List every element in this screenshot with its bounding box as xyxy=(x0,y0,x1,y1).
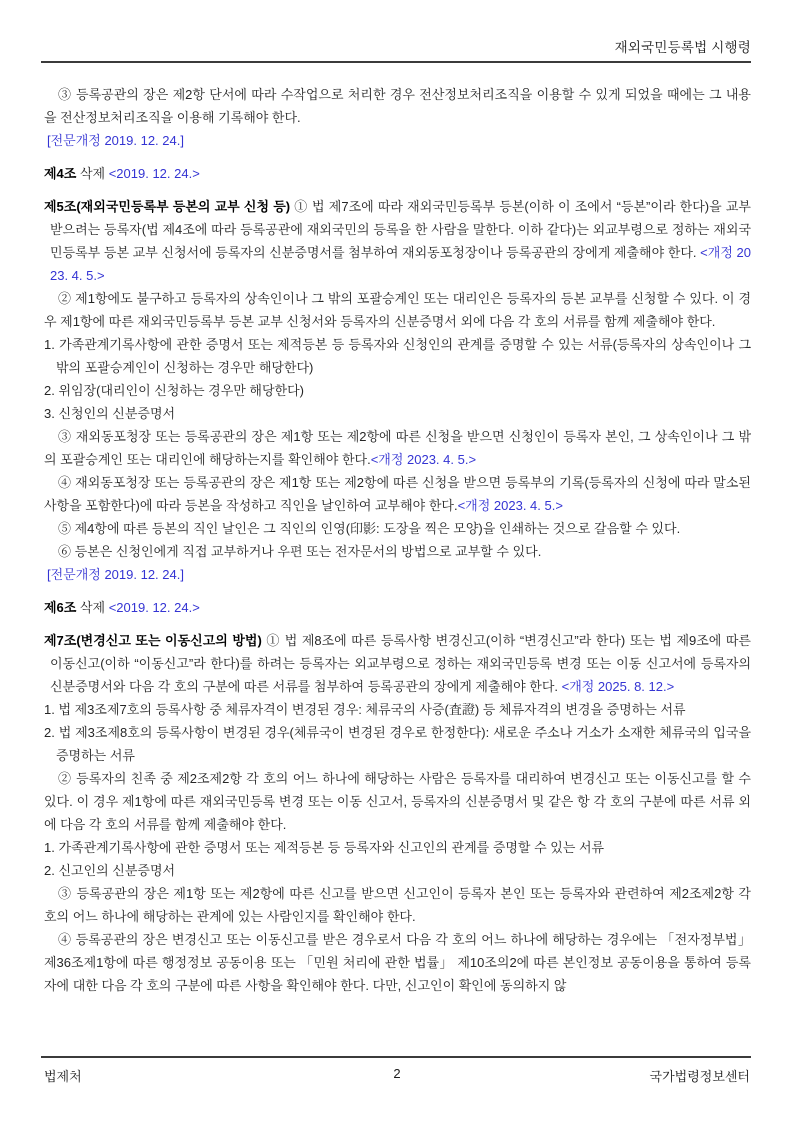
law-text: ③ 재외동포청장 또는 등록공관의 장은 제1항 또는 제2항에 따른 신청을 받으면 신청인이 등록자 본인, 그 상속인이나 그 밖의 포괄승계인 또는 대리인에 해당하는지를 확인해야 한다. xyxy=(44,429,751,467)
law-text: ④ 등록공관의 장은 변경신고 또는 이동신고를 받은 경우로서 다음 각 호의 어느 하나에 해당하는 경우에는 「전자정부법」 제36조제1항에 따른 행정정보 공동이용 또는 「민원 처리에 관한 법률」 제10조의2에 따른 본인정보 공동이용을 통하여 등록자에 대한 다음 각 호의 구분에 따른 사항을 확인해야 한다. 다만, 신고인이 확인에 동의하지 않 xyxy=(44,932,751,993)
amendment-note: <2019. 12. 24.> xyxy=(108,600,200,615)
law-article xyxy=(44,596,751,619)
amendment-note: <개정 2023. 4. 5.> xyxy=(457,498,563,513)
law-text: 삭제 xyxy=(76,166,109,181)
article-heading: 제6조 xyxy=(44,600,77,615)
law-text: 삭제 xyxy=(76,600,109,615)
law-text: ③ 등록공관의 장은 제2항 단서에 따라 수작업으로 처리한 경우 전산정보처리조직을 이용할 수 있게 되었을 때에는 그 내용을 전산정보처리조직을 이용해 기록해야 한다. xyxy=(44,87,751,125)
law-text: 3. 신청인의 신분증명서 xyxy=(44,406,176,421)
law-paragraph xyxy=(44,517,751,540)
law-paragraph xyxy=(44,540,751,563)
law-paragraph xyxy=(44,425,751,471)
law-item xyxy=(44,698,751,721)
law-text: ④ 재외동포청장 또는 등록공관의 장은 제1항 또는 제2항에 따른 신청을 받으면 등록부의 기록(등록자의 신청에 따라 말소된 사항을 포함한다)에 따라 등본을 작성하고 직인을 날인하여 교부해야 한다. xyxy=(44,475,751,513)
amendment-note: <개정 2023. 4. 5.> xyxy=(370,452,477,467)
page-footer xyxy=(44,1066,750,1085)
footer-page-number: 2 xyxy=(393,1066,401,1081)
law-item xyxy=(44,379,751,402)
amendment-note: [전문개정 2019. 12. 24.] xyxy=(47,567,184,582)
footer-agency: 법제처 xyxy=(44,1069,82,1084)
law-text: ⑤ 제4항에 따른 등본의 직인 날인은 그 직인의 인영(印影: 도장을 찍은 모양)을 인쇄하는 것으로 갈음할 수 있다. xyxy=(58,521,681,536)
law-amendment xyxy=(44,129,751,152)
law-amendment xyxy=(44,563,751,586)
law-article xyxy=(44,629,751,698)
law-text: 1. 가족관계기록사항에 관한 증명서 또는 제적등본 등 등록자와 신청인의 관계를 증명할 수 있는 서류(등록자의 상속인이나 그 밖의 포괄승계인이 신청하는 경우만 해당한다) xyxy=(44,337,751,375)
footer-divider xyxy=(41,1056,751,1058)
law-text: ③ 등록공관의 장은 제1항 또는 제2항에 따른 신고를 받으면 신고인이 등록자 본인 또는 등록자와 관련하여 제2조제2항 각 호의 어느 하나에 해당하는 관계에 있는 사람인지를 확인해야 한다. xyxy=(44,886,751,924)
law-item xyxy=(44,859,751,882)
law-paragraph xyxy=(44,471,751,517)
law-paragraph xyxy=(44,767,751,836)
article-heading: 제4조 xyxy=(44,166,77,181)
law-item xyxy=(44,333,751,379)
article-heading: 제7조(변경신고 또는 이동신고의 방법) xyxy=(44,633,262,648)
law-article xyxy=(44,162,751,185)
law-text: ① 법 제8조에 따른 등록사항 변경신고(이하 “변경신고”라 한다) 또는 법 제9조에 따른 이동신고(이하 “이동신고”라 한다)를 하려는 등록자는 외교부령으로 정하는 재외국민등록 변경 또는 이동 신고서에 등록자의 신분증명서와 다음 각 호의 구분에 따른 서류를 첨부하여 등록공관의 장에게 제출해야 한다. xyxy=(50,633,751,694)
page-header xyxy=(41,36,751,63)
law-paragraph xyxy=(44,882,751,928)
law-paragraph xyxy=(44,928,751,997)
amendment-note: <개정 2023. 4. 5.> xyxy=(50,245,751,283)
law-text: 1. 법 제3조제7호의 등록사항 중 체류자격이 변경된 경우: 체류국의 사증(査證) 등 체류자격의 변경을 증명하는 서류 xyxy=(44,702,686,717)
law-item xyxy=(44,836,751,859)
law-text: 2. 신고인의 신분증명서 xyxy=(44,863,176,878)
law-text: 2. 위임장(대리인이 신청하는 경우만 해당한다) xyxy=(44,383,304,398)
law-article xyxy=(44,195,751,287)
document-body xyxy=(44,83,751,997)
law-paragraph xyxy=(44,83,751,129)
law-item xyxy=(44,721,751,767)
footer-site-name: 국가법령정보센터 xyxy=(649,1069,750,1084)
amendment-note: <개정 2025. 8. 12.> xyxy=(561,679,675,694)
law-text: 1. 가족관계기록사항에 관한 증명서 또는 제적등본 등 등록자와 신고인의 관계를 증명할 수 있는 서류 xyxy=(44,840,605,855)
law-text: 2. 법 제3조제8호의 등록사항이 변경된 경우(체류국이 변경된 경우로 한정한다): 새로운 주소나 거소가 소재한 체류국의 입국을 증명하는 서류 xyxy=(44,725,751,763)
law-text: ① 법 제7조에 따라 재외국민등록부 등본(이하 이 조에서 “등본”이라 한다)을 교부받으려는 등록자(법 제4조에 따라 등록공관에 재외국민의 등록을 한 사람을 말한다. 이하 같다)는 외교부령으로 정하는 재외국민등록부 등본 교부 신청서에 등록자의 신분증명서를 첨부하여 재외동포청장이나 등록공관의 장에게 제출해야 한다. xyxy=(50,199,751,260)
amendment-note: [전문개정 2019. 12. 24.] xyxy=(47,133,184,148)
law-text: ② 제1항에도 불구하고 등록자의 상속인이나 그 밖의 포괄승계인 또는 대리인은 등록자의 등본 교부를 신청할 수 있다. 이 경우 제1항에 따른 재외국민등록부 등본 교부 신청서와 등록자의 신분증명서 외에 다음 각 호의 서류를 함께 제출해야 한다. xyxy=(44,291,751,329)
law-paragraph xyxy=(44,287,751,333)
law-text: ⑥ 등본은 신청인에게 직접 교부하거나 우편 또는 전자문서의 방법으로 교부할 수 있다. xyxy=(58,544,542,559)
law-title: 재외국민등록법 시행령 xyxy=(614,40,751,55)
law-item xyxy=(44,402,751,425)
law-text: ② 등록자의 친족 중 제2조제2항 각 호의 어느 하나에 해당하는 사람은 등록자를 대리하여 변경신고 또는 이동신고를 할 수 있다. 이 경우 제1항에 따른 재외국민등록 변경 또는 이동 신고서, 등록자의 신분증명서 및 같은 항 각 호의 구분에 따른 서류 외에 다음 각 호의 서류를 함께 제출해야 한다. xyxy=(44,771,751,832)
amendment-note: <2019. 12. 24.> xyxy=(108,166,200,181)
article-heading: 제5조(재외국민등록부 등본의 교부 신청 등) xyxy=(44,199,291,214)
